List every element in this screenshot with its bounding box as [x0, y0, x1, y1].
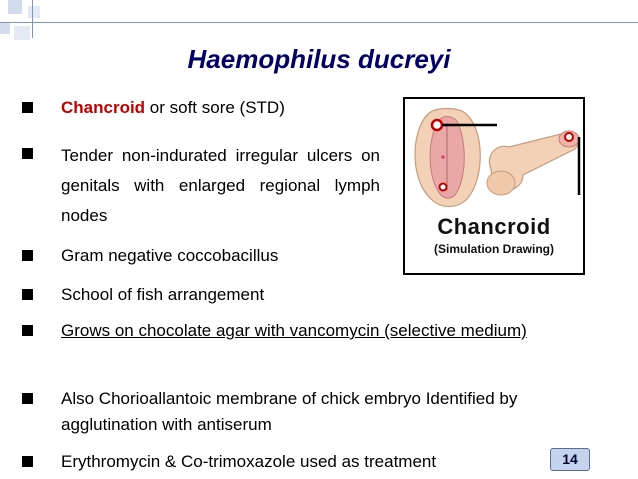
header-divider-vertical	[32, 0, 33, 38]
chancroid-illustration	[405, 99, 583, 211]
header-divider	[0, 22, 638, 23]
bullet-text: Tender non-indurated irregular ulcers on genitals with enlarged regional lymph nodes	[61, 146, 380, 225]
bullet-item	[22, 318, 586, 344]
corner-decoration	[8, 0, 22, 14]
corner-decoration	[28, 6, 40, 18]
bullet-item	[22, 449, 542, 475]
bullet-item	[22, 141, 380, 231]
bullet-item	[22, 95, 382, 121]
bullet-square-icon	[22, 102, 33, 113]
bullet-item	[22, 243, 382, 269]
corner-decoration	[0, 22, 10, 34]
bullet-text: or soft sore (STD)	[145, 98, 285, 117]
bullet-text: Grows on chocolate agar with vancomycin (selective medium)	[61, 321, 527, 340]
bullet-text: Gram negative coccobacillus	[61, 246, 279, 265]
page-number-badge: 14	[550, 448, 590, 471]
bullet-square-icon	[22, 325, 33, 336]
bullet-square-icon	[22, 456, 33, 467]
bullet-item	[22, 282, 382, 308]
chancroid-figure	[403, 97, 585, 275]
bullet-square-icon	[22, 289, 33, 300]
figure-label: Chancroid	[437, 214, 551, 239]
bullet-text: Erythromycin & Co-trimoxazole used as treatment	[61, 452, 437, 471]
bullet-text: Also Chorioallantoic membrane of chick embryo Identified by agglutination with antiserum	[61, 389, 518, 434]
bullet-square-icon	[22, 148, 33, 159]
bullet-text: School of fish arrangement	[61, 285, 265, 304]
figure-sublabel: (Simulation Drawing)	[434, 242, 554, 256]
highlight-term: Chancroid	[61, 98, 146, 117]
slide-title: Haemophilus ducreyi	[187, 44, 451, 74]
bullet-square-icon	[22, 393, 33, 404]
corner-decoration	[14, 26, 30, 40]
bullet-square-icon	[22, 250, 33, 261]
bullet-item	[22, 386, 586, 438]
